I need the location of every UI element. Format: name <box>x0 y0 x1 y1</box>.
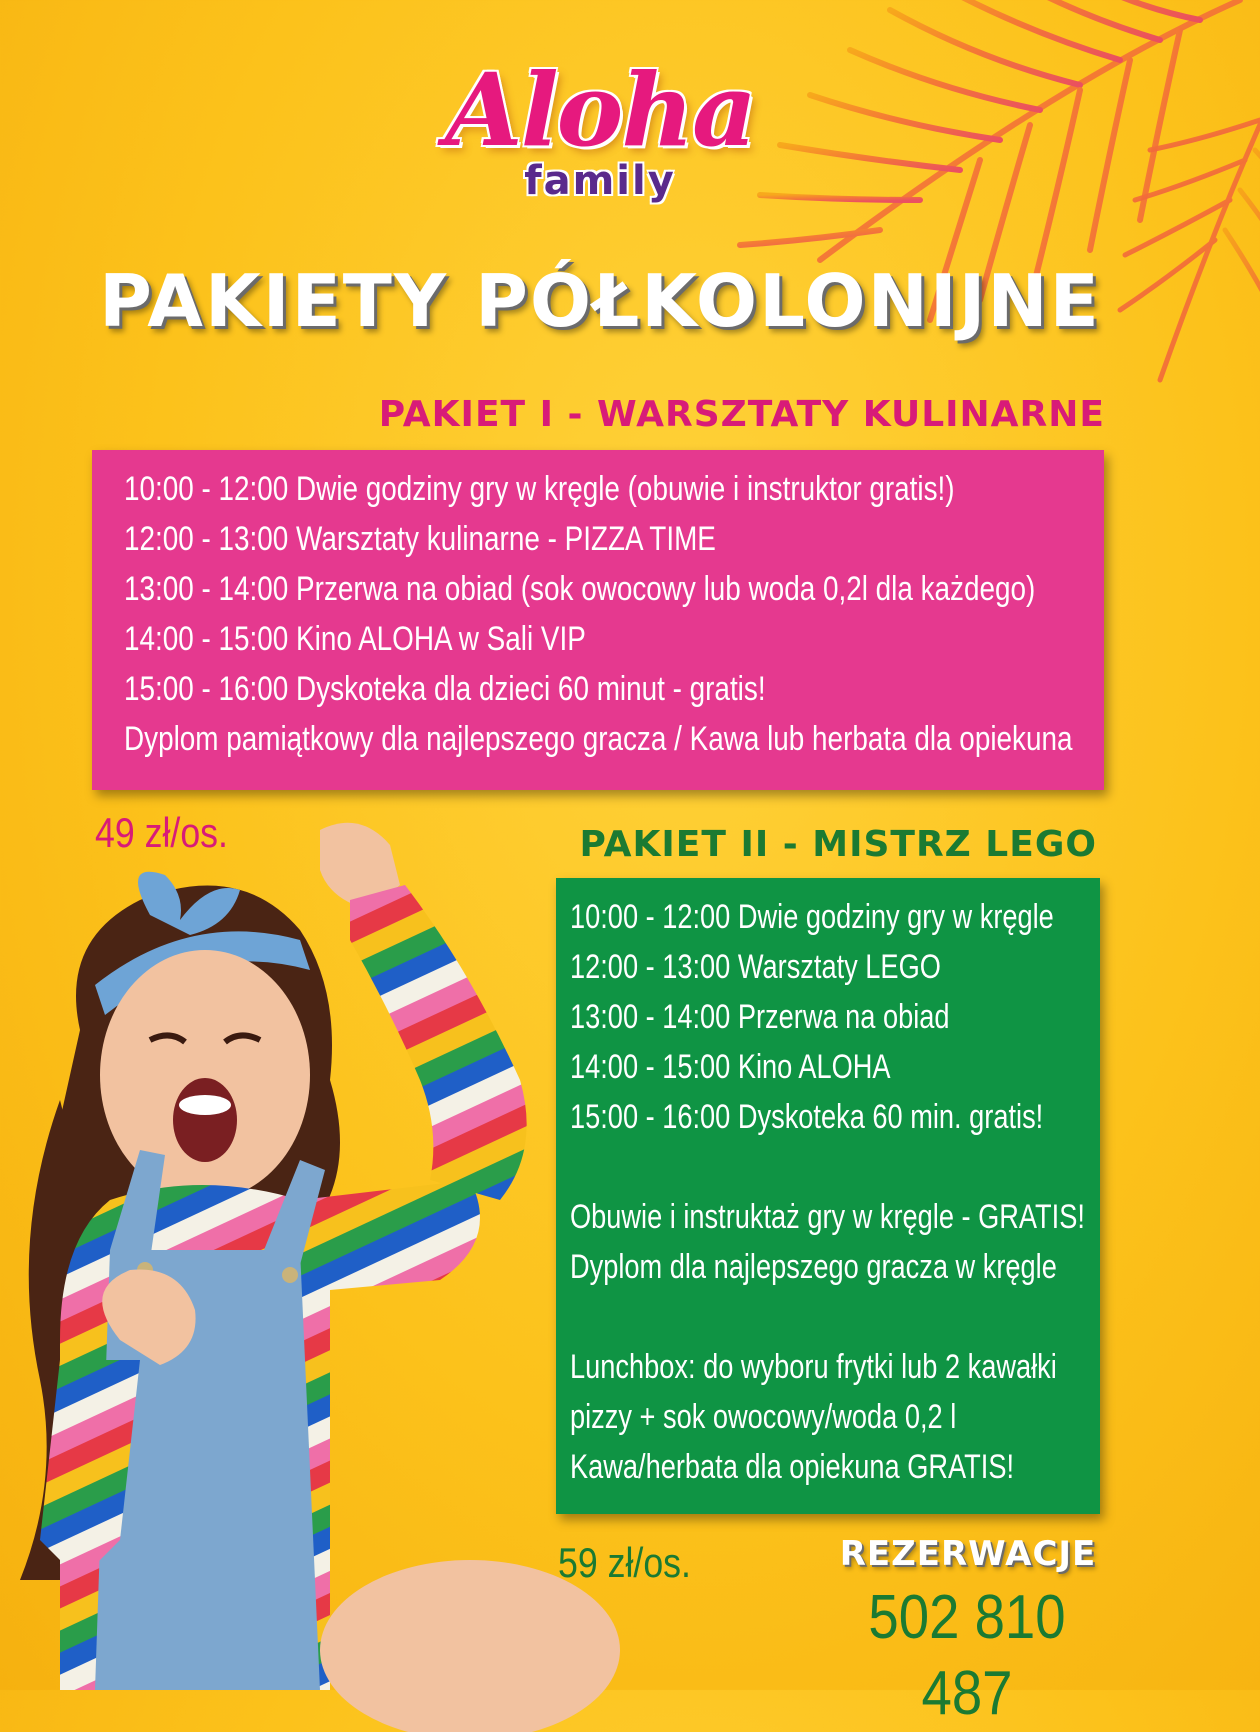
aloha-family-logo <box>400 51 800 225</box>
package2-price: 59 zł/os. <box>558 1539 691 1586</box>
reservation-phone[interactable]: 502 810 487 <box>868 1583 1066 1728</box>
package2-line: pizzy + sok owocowy/woda 0,2 l <box>570 1398 957 1436</box>
package1-line: 10:00 - 12:00 Dwie godziny gry w kręgle (obuwie i instruktor gratis!) <box>124 470 955 508</box>
package2-box <box>556 878 1100 1514</box>
package1-box <box>92 450 1104 790</box>
package2-line: 10:00 - 12:00 Dwie godziny gry w kręgle <box>570 898 1054 936</box>
package2-line: 12:00 - 13:00 Warsztaty LEGO <box>570 948 941 986</box>
package2-line: 13:00 - 14:00 Przerwa na obiad <box>570 998 950 1036</box>
package2-line: Lunchbox: do wyboru frytki lub 2 kawałki <box>570 1348 1057 1386</box>
page-title: PAKIETY PÓŁKOLONIJNE <box>99 259 1101 343</box>
package1-heading: PAKIET I - WARSZTATY KULINARNE <box>378 394 1105 435</box>
package1-line: 13:00 - 14:00 Przerwa na obiad (sok owocowy lub woda 0,2l dla każdego) <box>124 570 1036 608</box>
reservation-label: REZERWACJE <box>839 1534 1097 1574</box>
cheering-girl-illustration <box>0 820 560 1690</box>
package1-price: 49 zł/os. <box>95 809 228 856</box>
package2-line: Dyplom dla najlepszego gracza w kręgle <box>570 1248 1057 1286</box>
package2-line: 14:00 - 15:00 Kino ALOHA <box>570 1048 891 1086</box>
spacer <box>570 1142 1100 1192</box>
logo-subtitle: family <box>524 158 676 204</box>
spacer <box>570 1292 1100 1342</box>
package2-line: Obuwie i instruktaż gry w kręgle - GRATIS! <box>570 1198 1085 1236</box>
logo-script: Aloha <box>445 51 755 169</box>
package2-heading: PAKIET II - MISTRZ LEGO <box>579 824 1097 865</box>
package1-line: 15:00 - 16:00 Dyskoteka dla dzieci 60 minut - gratis! <box>124 670 766 708</box>
package2-line: Kawa/herbata dla opiekuna GRATIS! <box>570 1448 1015 1486</box>
package1-line: Dyplom pamiątkowy dla najlepszego gracza / Kawa lub herbata dla opiekuna <box>124 720 1073 758</box>
package2-line: 15:00 - 16:00 Dyskoteka 60 min. gratis! <box>570 1098 1044 1136</box>
package1-line: 12:00 - 13:00 Warsztaty kulinarne - PIZZA TIME <box>124 520 716 558</box>
package1-line: 14:00 - 15:00 Kino ALOHA w Sali VIP <box>124 620 586 658</box>
